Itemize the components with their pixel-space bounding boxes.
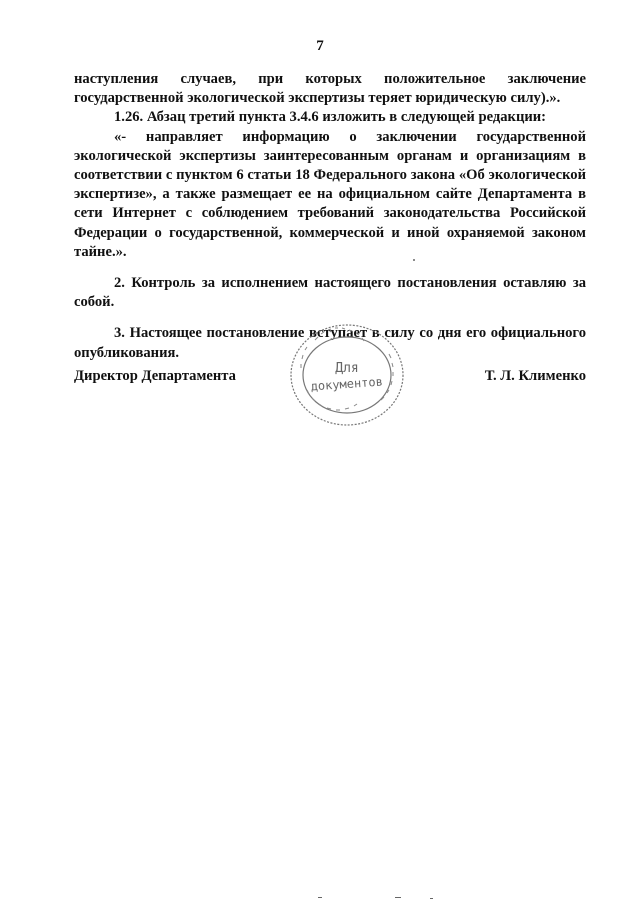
scan-speck [395,897,401,898]
paragraph-amendment-1-26: 1.26. Абзац третий пункта 3.4.6 изложить в следующей редакции: [114,109,547,126]
scan-speck [430,898,433,899]
stamp-text-line1: Для [335,361,359,376]
stamp-text-line2: документов [310,374,384,394]
paragraph-item-2: 2. Контроль за исполнением настоящего постановления оставляю за собой. [74,275,586,311]
scan-speck [318,897,322,898]
signatory-position: Директор Департамента [74,368,236,384]
paragraph-continuation: наступления случаев, при которых положительное заключение государственной экологической экспертизы теряет юридическую силу).». [74,71,586,107]
paragraph-amendment-quote: «- направляет информацию о заключении государственной экологической экспертизы заинтересованным органам и организациям в соответствии с пунктом 6 статьи 18 Федерального закона «Об экологической экспертизе», а также размещает ее на официальном сайте Департамента в сети Интернет с соблюдением требований законодательства Российской Федерации о государственной, коммерческой и иной охраняемой законом тайне.». [74,128,586,260]
paragraph-item-3: 3. Настоящее постановление вступает в силу со дня его официального опубликования. [74,325,586,361]
scan-speck [413,259,415,261]
official-stamp [285,318,409,432]
signatory-name: Т. Л. Клименко [484,368,586,384]
page-number: 7 [316,38,324,54]
